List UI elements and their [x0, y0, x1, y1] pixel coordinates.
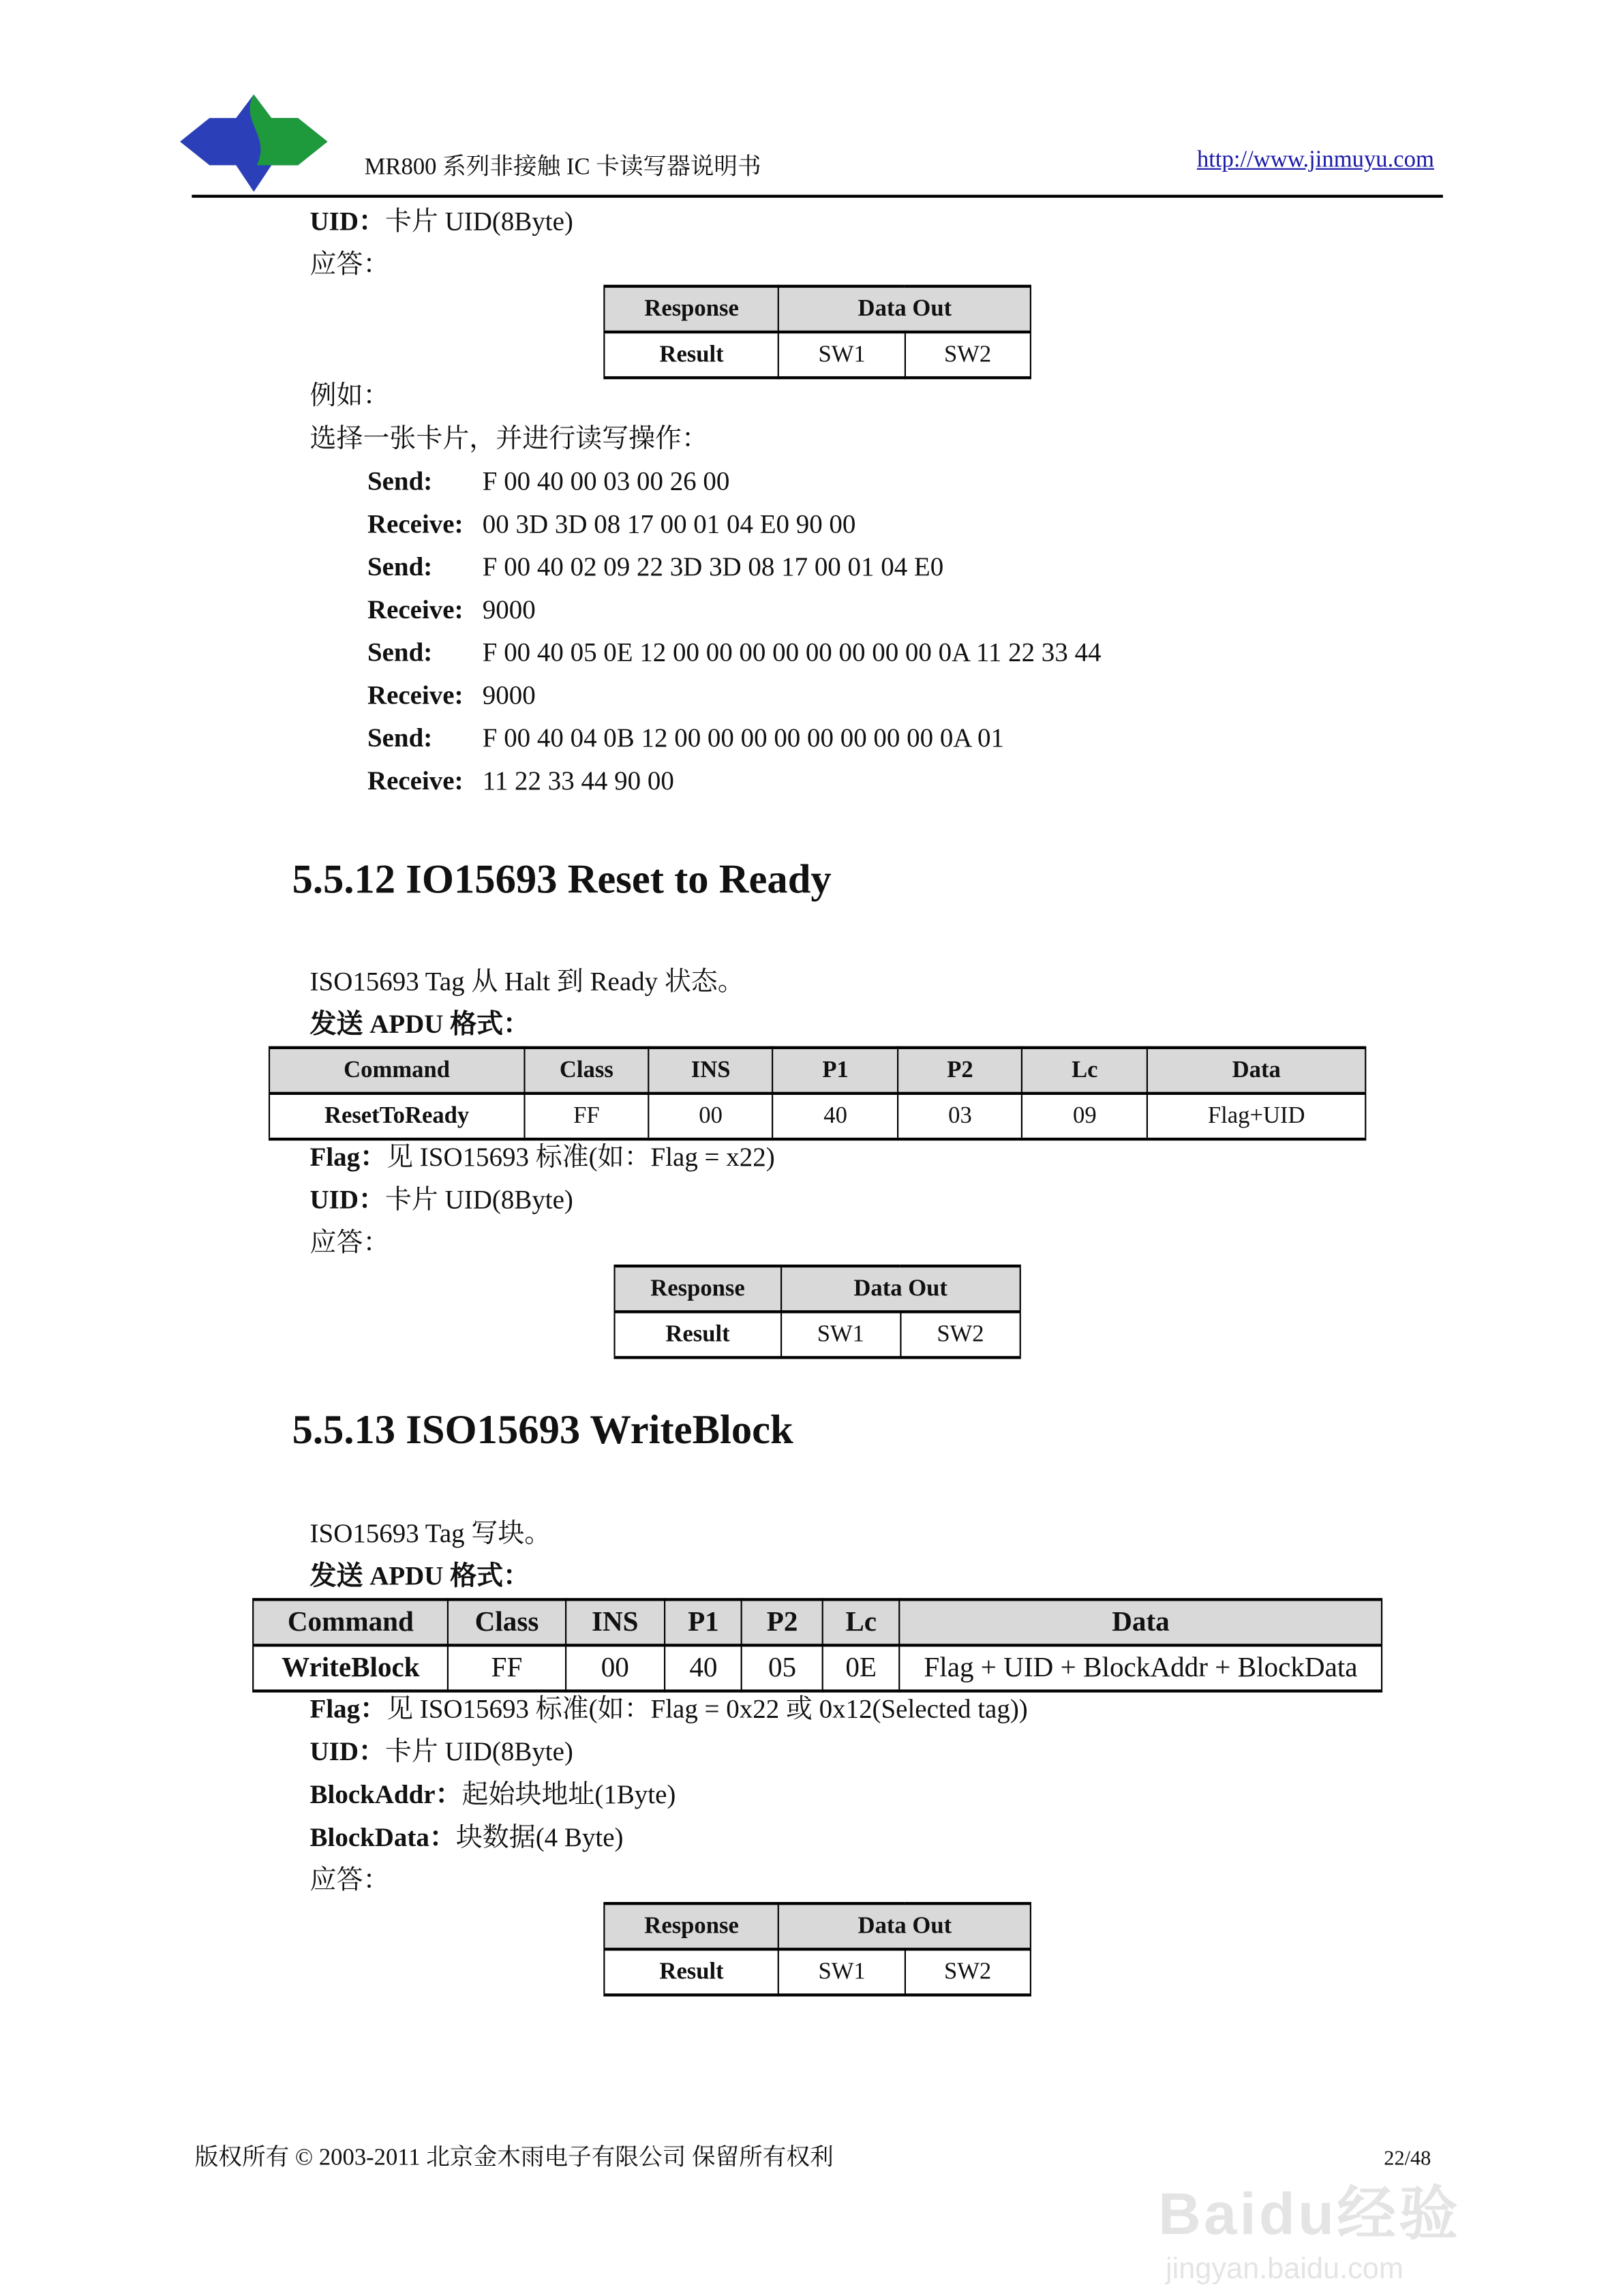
table-cell: SW2: [900, 1312, 1020, 1357]
table-cell: Result: [604, 332, 778, 378]
uid-label: UID：: [309, 1185, 385, 1215]
header-cell: Command: [253, 1599, 448, 1645]
table-header-row: [604, 1903, 1031, 1949]
uid-text: 卡片 UID(8Byte): [384, 207, 573, 237]
exchange-value: 9000: [482, 594, 536, 624]
table-cell: SW2: [905, 332, 1031, 378]
exchange-label: Receive:: [367, 509, 464, 539]
response-table: [603, 1902, 1031, 1997]
exchange-label: Send:: [367, 552, 433, 581]
header-cell: P2: [742, 1599, 823, 1645]
table-header-row: [604, 286, 1031, 332]
flag-text: 见 ISO15693 标准(如：Flag = x22): [386, 1142, 775, 1172]
header-cell: Lc: [1022, 1048, 1147, 1093]
header-cell: Data: [1147, 1048, 1365, 1093]
header-cell: Class: [449, 1599, 566, 1645]
table-cell: Result: [615, 1312, 781, 1357]
exchange-value: 11 22 33 44 90 00: [482, 766, 674, 796]
table-cell: 40: [773, 1093, 898, 1139]
uid-text: 卡片 UID(8Byte): [384, 1185, 573, 1215]
table-cell: 05: [742, 1645, 823, 1691]
table-cell: FF: [449, 1645, 566, 1691]
header-cell: Data Out: [779, 286, 1031, 332]
exchange-label: Receive:: [367, 680, 464, 710]
response-label: 应答：: [309, 1227, 390, 1258]
company-logo: [180, 91, 327, 195]
watermark-url: jingyan.baidu.com: [1165, 2253, 1404, 2286]
section-description: ISO15693 Tag 从 Halt 到 Ready 状态。: [309, 966, 744, 997]
table-cell: Flag+UID: [1147, 1093, 1365, 1139]
flag-line: [310, 1691, 1028, 1727]
header-cell: Class: [524, 1048, 648, 1093]
table-cell: SW1: [779, 332, 905, 378]
table-cell: Flag + UID + BlockAddr + BlockData: [900, 1645, 1382, 1691]
table-cell: 03: [898, 1093, 1022, 1139]
uid-line: [310, 1734, 573, 1769]
exchange-value: 9000: [482, 680, 536, 710]
header-cell: Data: [900, 1599, 1382, 1645]
table-row: [604, 332, 1031, 378]
exchange-value: 00 3D 3D 08 17 00 01 04 E0 90 00: [482, 509, 856, 539]
header-cell: Response: [615, 1266, 781, 1312]
blockdata-label: BlockData：: [309, 1822, 456, 1852]
table-cell: WriteBlock: [253, 1645, 448, 1691]
table-cell: SW1: [779, 1949, 905, 1995]
apdu-table-reset-to-ready: [269, 1046, 1366, 1141]
exchange-value: F 00 40 04 0B 12 00 00 00 00 00 00 00 00 0A 01: [482, 723, 1005, 753]
table-header-row: [615, 1266, 1020, 1312]
flag-label: Flag：: [309, 1693, 387, 1724]
header-cell: P1: [773, 1048, 898, 1093]
table-row: [615, 1312, 1020, 1357]
apdu-format-label: 发送 APDU 格式：: [309, 1009, 530, 1039]
header-title: MR800 系列非接触 IC 卡读写器说明书: [364, 155, 761, 181]
response-table: [603, 285, 1031, 380]
blockdata-text: 块数据(4 Byte): [455, 1822, 624, 1852]
response-table: [613, 1265, 1020, 1359]
uid-line: [310, 1182, 573, 1218]
watermark-brand: Baidu经验: [1158, 2182, 1461, 2248]
header-cell: Data Out: [779, 1903, 1031, 1949]
uid-label: UID：: [309, 207, 385, 237]
table-cell: 00: [565, 1645, 665, 1691]
header-cell: Data Out: [781, 1266, 1020, 1312]
response-label: 应答：: [309, 1864, 390, 1895]
table-cell: SW2: [905, 1949, 1031, 1995]
flag-label: Flag：: [309, 1142, 387, 1172]
header-cell: Response: [604, 1903, 778, 1949]
table-cell: Result: [604, 1949, 778, 1995]
table-row: [253, 1645, 1382, 1691]
footer-copyright: 版权所有 © 2003-2011 北京金木雨电子有限公司 保留所有权利: [194, 2145, 834, 2171]
uid-line: [310, 204, 573, 239]
exchange-value: F 00 40 00 03 00 26 00: [482, 466, 730, 496]
page-number: 22/48: [1384, 2148, 1431, 2171]
table-header-row: [269, 1048, 1365, 1093]
section-description: ISO15693 Tag 写块。: [309, 1518, 551, 1548]
uid-label: UID：: [309, 1736, 385, 1766]
table-cell: 09: [1022, 1093, 1147, 1139]
section-heading-writeblock: 5.5.13 ISO15693 WriteBlock: [292, 1407, 793, 1454]
header-cell: Lc: [822, 1599, 900, 1645]
example-description: 选择一张卡片，并进行读写操作：: [309, 423, 708, 453]
example-label: 例如：: [309, 380, 390, 410]
table-header-row: [253, 1599, 1382, 1645]
uid-text: 卡片 UID(8Byte): [384, 1736, 573, 1766]
table-cell: FF: [524, 1093, 648, 1139]
blockaddr-text: 起始块地址(1Byte): [461, 1779, 676, 1809]
header-cell: P2: [898, 1048, 1022, 1093]
exchange-label: Receive:: [367, 766, 464, 796]
table-row: [604, 1949, 1031, 1995]
response-label: 应答：: [309, 249, 390, 280]
blockaddr-line: [310, 1777, 676, 1812]
flag-text: 见 ISO15693 标准(如：Flag = 0x22 或 0x12(Selected tag)): [386, 1693, 1028, 1724]
blockaddr-label: BlockAddr：: [309, 1779, 462, 1809]
blockdata-line: [310, 1819, 624, 1855]
header-url-link[interactable]: http://www.jinmuyu.com: [1196, 147, 1434, 173]
header-cell: Response: [604, 286, 778, 332]
table-row: [269, 1093, 1365, 1139]
header-cell: INS: [649, 1048, 773, 1093]
table-cell: SW1: [781, 1312, 901, 1357]
exchange-value: F 00 40 02 09 22 3D 3D 08 17 00 01 04 E0: [482, 552, 944, 581]
table-cell: 0E: [822, 1645, 900, 1691]
table-cell: 00: [649, 1093, 773, 1139]
baidu-watermark: [1158, 2181, 1542, 2293]
table-cell: ResetToReady: [269, 1093, 524, 1139]
table-cell: 40: [665, 1645, 742, 1691]
exchange-value: F 00 40 05 0E 12 00 00 00 00 00 00 00 00 0A 11 22 33 44: [482, 637, 1102, 667]
apdu-table-writeblock: [252, 1598, 1382, 1693]
apdu-format-label: 发送 APDU 格式：: [309, 1561, 530, 1591]
exchange-label: Send:: [367, 637, 433, 667]
exchange-label: Send:: [367, 466, 433, 496]
exchange-label: Receive:: [367, 594, 464, 624]
flag-line: [310, 1139, 775, 1175]
header-cell: INS: [565, 1599, 665, 1645]
header-divider: [192, 195, 1442, 198]
section-heading-reset-to-ready: 5.5.12 IO15693 Reset to Ready: [292, 857, 832, 903]
header-cell: P1: [665, 1599, 742, 1645]
header-cell: Command: [269, 1048, 524, 1093]
exchange-label: Send:: [367, 723, 433, 753]
